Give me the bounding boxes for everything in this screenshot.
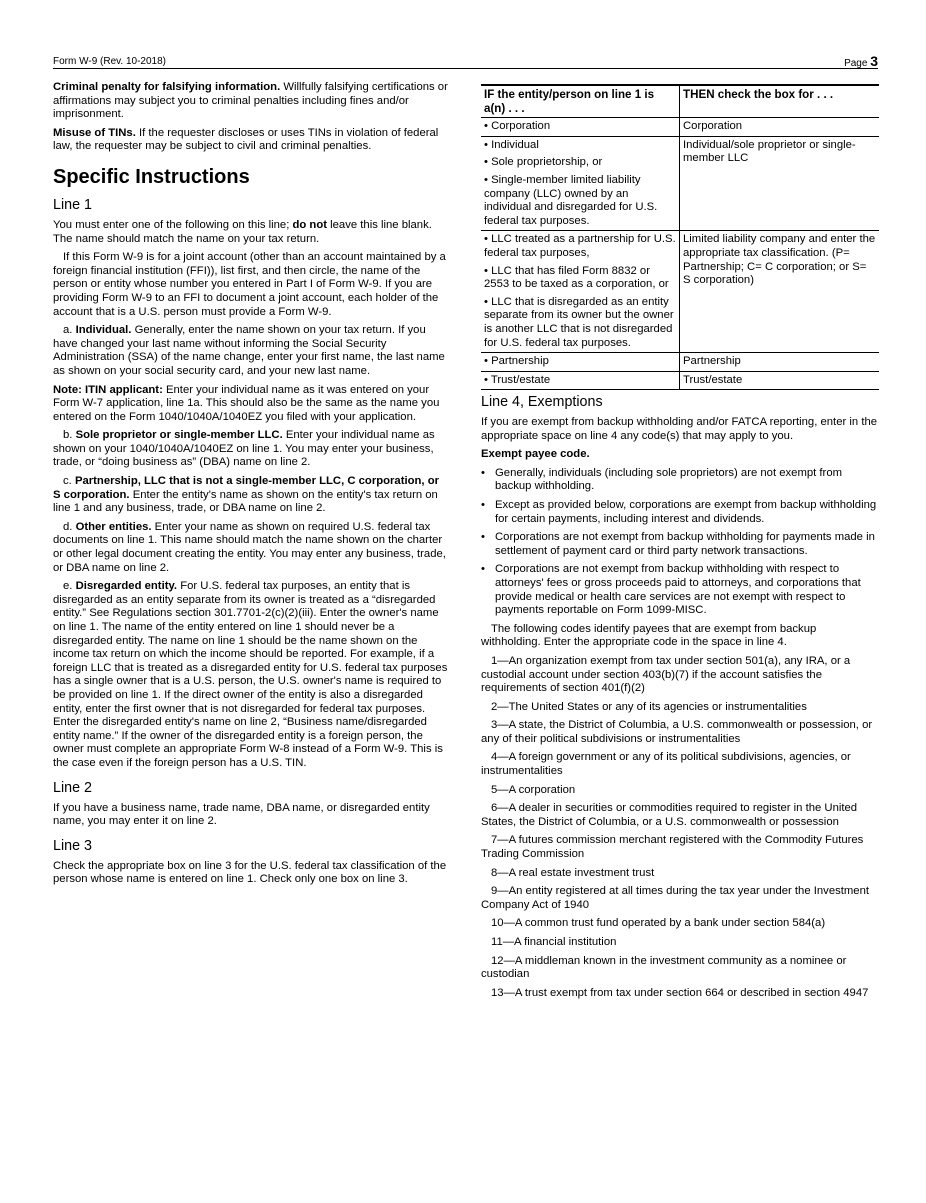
itin-title: Note: ITIN applicant: (53, 383, 163, 396)
misuse-title: Misuse of TINs. (53, 126, 136, 139)
table-row (481, 231, 879, 353)
line3-heading: Line 3 (53, 837, 92, 854)
form-label: Form W-9 (Rev. 10-2018) (53, 56, 166, 67)
entity-item: • Single-member limited liability company (LLC) owned by an individual and disregarded for U.S. federal tax purposes. (484, 173, 658, 227)
item-e-text: For U.S. federal tax purposes, an entity that is disregarded as an entity separate from its owner is treated as a “disregarded entity.” See Regulations section 301.7701-2(c)(2)(iii). Enter the owner's name on line 1. The name of the entity entered on line 1 should never be a disregarded entity. The name on line 1 should be the name shown on the income tax return on which the income should be reported. For example, if a foreign LLC that is treated as a disregarded entity for U.S. federal tax purposes has a single owner that is a U.S. person, the U.S. owner's name is required to be provided on line 1. If the direct owner of the entity is also a disregarded entity, enter the first owner that is not disregarded for federal tax purposes. Enter the disregarded entity's name on line 2, “Business name/disregarded entity name.” If the owner of the disregarded entity is a foreign person, the owner must complete an appropriate Form W-8 instead of a Form W-9. This is the case even if the foreign person has a U.S. TIN. (53, 580, 448, 769)
entity-classification-table (481, 84, 879, 390)
item-c-partnership (53, 475, 449, 516)
line1-heading: Line 1 (53, 196, 92, 213)
item-b-title: Sole proprietor or single-member LLC. (75, 429, 283, 442)
bullet-dot: • (481, 531, 485, 544)
table-row (481, 136, 879, 231)
misuse-paragraph (53, 127, 449, 154)
bullet-text: Corporations are not exempt from backup withholding with respect to attorneys' fees or gross proceeds paid to attorneys, and corporations that provide medical or health care services are not exempt with respect to payments reportable on Form 1099-MISC. (495, 563, 861, 617)
box-cell: Individual/sole proprietor or single-member LLC (680, 136, 880, 231)
item-c-prefix: c. (63, 475, 75, 488)
item-e-prefix: e. (63, 580, 76, 593)
item-b-prefix: b. (63, 429, 76, 442)
line3-text: Check the appropriate box on line 3 for the U.S. federal tax classification of the person whose name is entered on line 1. Check only one box on line 3. (53, 859, 447, 886)
exempt-code: 5—A corporation (491, 783, 576, 796)
item-d-other-entities (53, 521, 449, 575)
item-a-individual (53, 324, 449, 378)
item-d-prefix: d. (63, 520, 76, 533)
entity-item: • LLC that is disregarded as an entity separate from its owner but the owner is another LLC that is not disregarded for U.S. federal tax purposes. (484, 295, 674, 349)
item-d-text: Enter your name as shown on required U.S. federal tax documents on line 1. This name should match the name shown on the charter or other legal document creating the entity. You may enter any business, trade, or DBA name on line 2. (53, 520, 446, 574)
line1-intro-a: You must enter one of the following on this line; (53, 218, 293, 231)
codes-intro: The following codes identify payees that are exempt from backup withholding. Enter the appropriate code in the space in line 4. (481, 622, 817, 649)
exempt-bullets (481, 467, 879, 618)
exempt-bullet (481, 467, 879, 494)
line1-intro-b: do not (292, 218, 327, 231)
entity-item: • LLC that has filed Form 8832 or 2553 to be taxed as a corporation, or (484, 264, 669, 291)
exempt-payee-label: Exempt payee code. (481, 448, 590, 461)
entity-cell (481, 118, 680, 137)
exempt-code: 7—A futures commission merchant registered with the Commodity Futures Trading Commission (481, 834, 864, 861)
item-a-text: Generally, enter the name shown on your tax return. If you have changed your last name without informing the Social Security Administration (SSA) of the name change, enter your first name, the last name as shown on your social security card, and your new last name. (53, 324, 445, 377)
exempt-bullet (481, 563, 879, 617)
bullet-text: Corporations are not exempt from backup withholding for payments made in settlement of payment card or third party network transactions. (495, 531, 875, 557)
box-cell: Corporation (680, 118, 880, 137)
entity-cell (481, 136, 680, 231)
item-e-title: Disregarded entity. (75, 580, 178, 593)
criminal-penalty-paragraph (53, 81, 449, 122)
itin-note (53, 384, 449, 425)
bullet-dot: • (481, 563, 485, 576)
exempt-payee-title (481, 448, 879, 462)
item-e-disregarded-entity (53, 580, 449, 770)
exempt-code: 13—A trust exempt from tax under section 664 or described in section 4947 (491, 986, 869, 999)
itin-text: Enter your individual name as it was entered on your Form W-7 application, line 1a. This should also be the same as the name you entered on the Form 1040/1040A/1040EZ you filed with your application. (53, 383, 440, 423)
bullet-dot: • (481, 466, 485, 479)
table-row (481, 118, 879, 137)
line1-intro-c: leave this line blank. The name should match the name on your tax return. (53, 218, 432, 245)
bullet-text: Except as provided below, corporations are exempt from backup withholding for certain payments, including interest and dividends. (495, 498, 877, 525)
entity-item: • Corporation (484, 120, 551, 133)
entity-cell (481, 371, 680, 390)
line4-text: If you are exempt from backup withholding and/or FATCA reporting, enter in the appropriate space on line 4 any code(s) that may apply to you. (481, 416, 878, 442)
criminal-penalty-text: Willfully falsifying certifications or affirmations may subject you to criminal penalties including fines and/or imprisonment. (53, 81, 448, 121)
exempt-code: 1—An organization exempt from tax under section 501(a), any IRA, or a custodial account under section 403(b)(7) if the account satisfies the requirements of section 401(f)(2) (481, 654, 851, 695)
exempt-codes-list (481, 655, 879, 1000)
line4-heading: Line 4, Exemptions (481, 394, 603, 410)
box-cell: Partnership (680, 353, 880, 372)
entity-item: • LLC treated as a partnership for U.S. federal tax purposes, (484, 233, 676, 259)
exempt-code: 12—A middleman known in the investment community as a nominee or custodian (481, 954, 847, 981)
bullet-dot: • (481, 498, 485, 511)
exempt-bullet (481, 499, 879, 526)
item-a-title: Individual. (75, 324, 132, 337)
entity-cell (481, 231, 680, 353)
page-number-label (844, 53, 878, 69)
page-number: 3 (870, 53, 878, 69)
criminal-penalty-title: Criminal penalty for falsifying information. (53, 81, 281, 93)
bullet-text: Generally, individuals (including sole proprietors) are not exempt from backup withholding. (495, 466, 843, 493)
table-header-row (481, 85, 879, 118)
item-d-title: Other entities. (75, 520, 152, 533)
item-c-text: Enter the entity's name as shown on the entity's tax return on line 1 and any business, trade, or DBA name on line 2. (53, 488, 438, 515)
exempt-bullet (481, 531, 879, 558)
left-column (53, 81, 449, 892)
line2-text: If you have a business name, trade name, DBA name, or disregarded entity name, you may enter it on line 2. (53, 801, 430, 828)
specific-instructions-heading: Specific Instructions (53, 165, 250, 188)
item-c-title: Partnership, LLC that is not a single-member LLC, C corporation, or S corporation. (53, 475, 439, 501)
box-cell: Trust/estate (680, 371, 880, 390)
entity-cell (481, 353, 680, 372)
exempt-code: 4—A foreign government or any of its political subdivisions, agencies, or instrumentalities (481, 751, 851, 778)
item-b-text: Enter your individual name as shown on your 1040/1040A/1040EZ on line 1. You may enter your business, trade, or “doing business as” (DBA) name on line 2. (53, 429, 435, 469)
exempt-code: 8—A real estate investment trust (491, 866, 655, 879)
entity-item: • Individual (484, 138, 539, 151)
exempt-code: 2—The United States or any of its agencies or instrumentalities (491, 700, 807, 713)
misuse-text: If the requester discloses or uses TINs in violation of federal law, the requester may be subject to civil and criminal penalties. (53, 126, 439, 153)
item-a-prefix: a. (63, 324, 76, 337)
page-header (53, 50, 878, 69)
box-cell: Limited liability company and enter the appropriate tax classification. (P= Partnership; C= C corporation; or S= S corporation) (680, 231, 880, 353)
exempt-code: 10—A common trust fund operated by a bank under section 584(a) (491, 917, 826, 930)
exempt-code: 3—A state, the District of Columbia, a U.S. commonwealth or possession, or any of their political subdivisions or instrumentalities (481, 719, 873, 745)
page-label: Page (844, 58, 871, 69)
entity-item: • Partnership (484, 355, 549, 368)
exempt-code: 11—A financial institution (491, 936, 617, 948)
table-body (481, 118, 879, 390)
table-header-entity: IF the entity/person on line 1 is a(n) . . . (481, 85, 680, 118)
exempt-code: 9—An entity registered at all times during the tax year under the Investment Company Act of 1940 (481, 885, 870, 911)
table-row (481, 353, 879, 372)
exempt-code: 6—A dealer in securities or commodities required to register in the United States, the District of Columbia, or a U.S. commonwealth or possession (481, 802, 858, 828)
line1-joint-account: If this Form W-9 is for a joint account (other than an account maintained by a foreign financial institution (FFI)), list first, and then circle, the name of the person or entity whose number you entered in Part I of Form W-9. If you are providing Form W-9 to an FFI to document a joint account, each holder of the account that is a U.S. person must provide a Form W-9. (53, 251, 446, 318)
right-column (481, 394, 879, 1005)
entity-item: • Sole proprietorship, or (484, 156, 603, 169)
entity-item: • Trust/estate (484, 373, 551, 386)
table-header-box: THEN check the box for . . . (680, 85, 880, 118)
line1-intro (53, 219, 449, 246)
table-row (481, 371, 879, 390)
item-b-sole-proprietor (53, 429, 449, 470)
line2-heading: Line 2 (53, 779, 92, 796)
